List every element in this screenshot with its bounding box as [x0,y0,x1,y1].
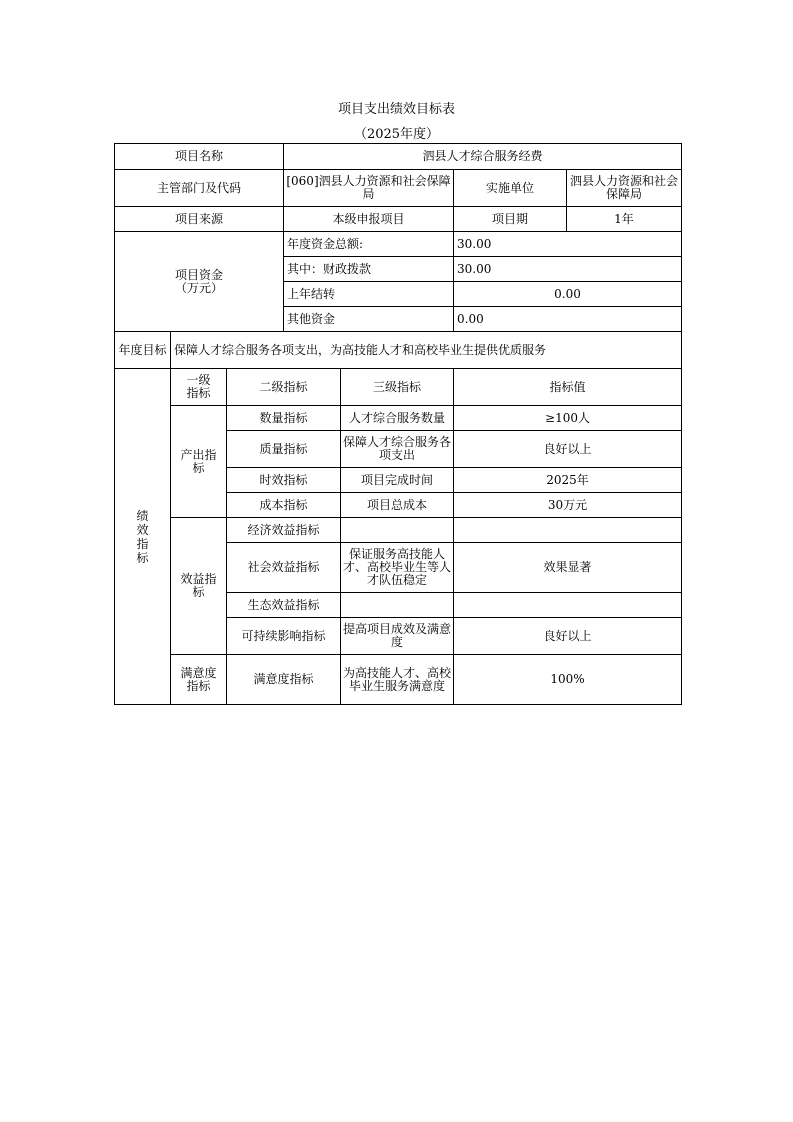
annual-goal-text: 保障人才综合服务各项支出，为高技能人才和高校毕业生提供优质服务 [171,332,682,369]
indicator-level2: 可持续影响指标 [227,618,341,655]
satisfaction-indicator-label: 满意度指标 [171,655,227,705]
indicator-value: 效果显著 [454,543,682,593]
fund-row [115,232,682,257]
project-name-label: 项目名称 [115,144,284,170]
fund-label: 年度资金总额: [284,232,454,257]
project-name-row [115,144,682,170]
indicator-level3: 为高技能人才、高校毕业生服务满意度 [341,655,454,705]
fund-label: 上年结转 [284,282,454,307]
annual-goal-label: 年度目标 [115,332,171,369]
indicator-level2: 时效指标 [227,468,341,493]
indicator-level2: 数量指标 [227,406,341,431]
indicator-row [115,655,682,705]
indicator-level3: 保障人才综合服务各项支出 [341,431,454,468]
source-row [115,207,682,232]
indicator-level2: 经济效益指标 [227,518,341,543]
indicators-group-label: 绩效指标 [115,369,171,705]
department-row [115,170,682,207]
implementing-unit-label: 实施单位 [454,170,567,207]
project-period-label: 项目期 [454,207,567,232]
indicator-value [454,518,682,543]
performance-table [114,143,682,705]
header-value: 指标值 [454,369,682,406]
page-subtitle: （2025年度） [353,127,440,142]
annual-goal-row [115,332,682,369]
fund-label: 其中：财政拨款 [284,257,454,282]
indicator-row [115,518,682,543]
indicator-level3: 保证服务高技能人才、高校毕业生等人才队伍稳定 [341,543,454,593]
indicator-header-row [115,369,682,406]
fund-value: 30.00 [454,232,682,257]
project-funds-label-line2: （万元） [174,280,223,295]
project-source-label: 项目来源 [115,207,284,232]
indicator-value: 100% [454,655,682,705]
indicator-level3 [341,518,454,543]
header-level2: 二级指标 [227,369,341,406]
department-label: 主管部门及代码 [115,170,284,207]
project-source-value: 本级申报项目 [284,207,454,232]
indicator-level2: 质量指标 [227,431,341,468]
project-name-value: 泗县人才综合服务经费 [284,144,682,170]
header-level1: 一级指标 [171,369,227,406]
benefit-indicator-label: 效益指标 [171,518,227,655]
indicator-row [115,406,682,431]
department-value: [060]泗县人力资源和社会保障局 [284,170,454,207]
indicator-level3 [341,593,454,618]
indicator-level3: 提高项目成效及满意度 [341,618,454,655]
indicator-level2: 社会效益指标 [227,543,341,593]
indicator-value [454,593,682,618]
indicator-level3: 项目总成本 [341,493,454,518]
implementing-unit-value: 泗县人力资源和社会保障局 [567,170,682,207]
indicator-value: 良好以上 [454,431,682,468]
indicator-level3: 项目完成时间 [341,468,454,493]
fund-value: 30.00 [454,257,682,282]
indicator-value: 良好以上 [454,618,682,655]
indicator-level2: 满意度指标 [227,655,341,705]
page-title: 项目支出绩效目标表 [337,102,455,117]
project-funds-label-line1: 项目资金 [174,267,223,282]
fund-value: 0.00 [454,282,682,307]
indicator-level2: 成本指标 [227,493,341,518]
fund-value: 0.00 [454,307,682,332]
indicator-value: 30万元 [454,493,682,518]
fund-label: 其他资金 [284,307,454,332]
project-period-value: 1年 [567,207,682,232]
indicator-level3: 人才综合服务数量 [341,406,454,431]
project-funds-label [115,232,284,332]
indicator-level2: 生态效益指标 [227,593,341,618]
indicator-value: ≥100人 [454,406,682,431]
output-indicator-label: 产出指标 [171,406,227,518]
header-level3: 三级指标 [341,369,454,406]
indicator-value: 2025年 [454,468,682,493]
